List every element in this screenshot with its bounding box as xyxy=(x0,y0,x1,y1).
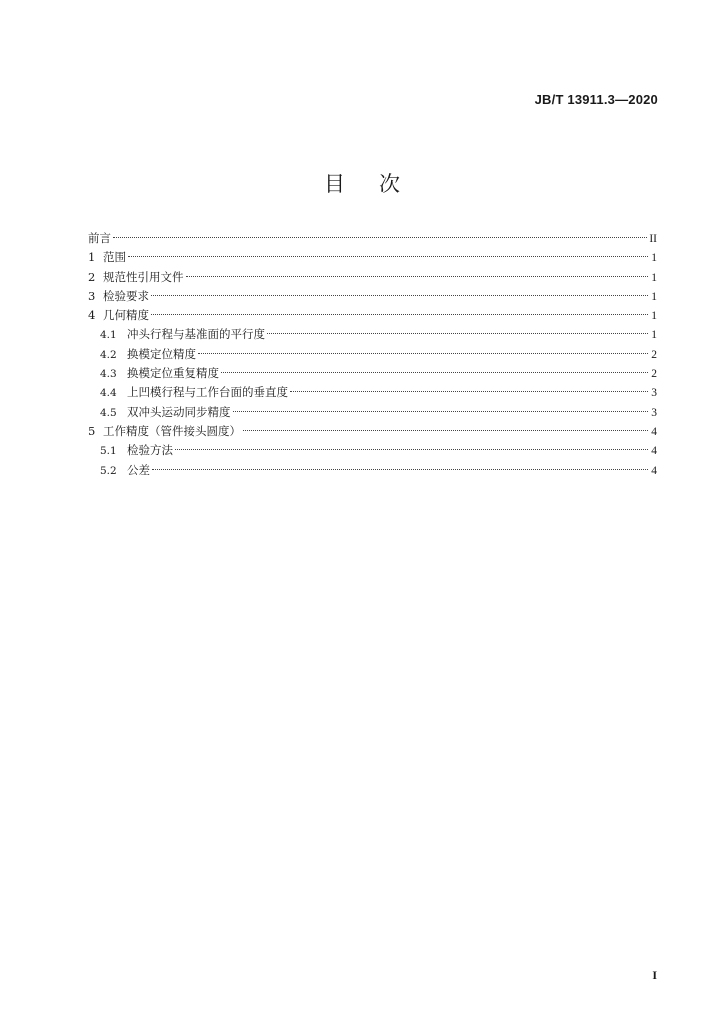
toc-entry[interactable] xyxy=(88,403,657,422)
toc-title: 目次 xyxy=(324,172,434,196)
toc-entry-number: 2 xyxy=(88,269,96,284)
toc-entry[interactable] xyxy=(88,229,657,248)
toc-leader-dots xyxy=(221,372,648,373)
toc-entry[interactable] xyxy=(88,325,657,344)
toc-entry-label: 范围 xyxy=(103,250,126,265)
toc-leader-dots xyxy=(267,333,648,334)
toc-leader-dots xyxy=(151,295,648,296)
toc-entry-page: 3 xyxy=(651,387,657,400)
toc-leader-dots xyxy=(151,314,648,315)
toc-entry-label: 检验方法 xyxy=(127,443,173,458)
toc-entry[interactable] xyxy=(88,422,657,441)
toc-leader-dots xyxy=(113,237,647,238)
toc-entry-number: 4.5 xyxy=(100,406,117,419)
toc-entry-page: 1 xyxy=(651,252,657,265)
toc-entry[interactable] xyxy=(88,383,657,402)
toc-entry-number: 5 xyxy=(88,423,96,438)
toc-entry-number: 4 xyxy=(88,308,96,323)
toc-entry-page: 1 xyxy=(651,329,657,342)
toc-entry-number: 4.3 xyxy=(100,368,117,381)
toc-entry-label: 工作精度（管件接头圆度） xyxy=(103,423,241,438)
toc-entry-number: 4.1 xyxy=(100,329,117,342)
toc-leader-dots xyxy=(243,430,648,431)
toc-entry-label: 换模定位重复精度 xyxy=(127,366,219,381)
toc-leader-dots xyxy=(186,276,649,277)
toc-entry[interactable] xyxy=(88,287,657,306)
toc-leader-dots xyxy=(152,469,648,470)
toc-entry[interactable] xyxy=(88,345,657,364)
toc-entry-label: 几何精度 xyxy=(103,308,149,323)
toc-entry-page: 2 xyxy=(651,368,657,381)
toc-entry-page: 3 xyxy=(651,406,657,419)
table-of-contents xyxy=(88,229,657,480)
toc-entry-label: 前言 xyxy=(88,231,111,245)
toc-entry-page: 4 xyxy=(651,445,657,458)
toc-leader-dots xyxy=(233,411,649,412)
toc-entry-page: 4 xyxy=(651,464,657,477)
toc-entry[interactable] xyxy=(88,441,657,460)
toc-entry-number: 5.2 xyxy=(100,464,117,477)
toc-leader-dots xyxy=(290,391,648,392)
toc-entry-label: 双冲头运动同步精度 xyxy=(127,404,231,419)
toc-entry-number: 4.2 xyxy=(100,348,117,361)
toc-entry-label: 冲头行程与基准面的平行度 xyxy=(127,327,265,342)
toc-entry[interactable] xyxy=(88,268,657,287)
toc-entry-page: 1 xyxy=(651,310,657,323)
toc-entry-label: 上凹模行程与工作台面的垂直度 xyxy=(127,385,288,400)
toc-entry[interactable] xyxy=(88,364,657,383)
toc-entry[interactable] xyxy=(88,248,657,267)
toc-entry[interactable] xyxy=(88,461,657,480)
toc-entry[interactable] xyxy=(88,306,657,325)
toc-entry-label: 规范性引用文件 xyxy=(103,269,184,284)
toc-leader-dots xyxy=(175,449,648,450)
toc-entry-page: 1 xyxy=(651,271,657,284)
toc-entry-number: 5.1 xyxy=(100,445,117,458)
toc-entry-number: 4.4 xyxy=(100,387,117,400)
toc-entry-page: 1 xyxy=(651,290,657,303)
toc-entry-page: 2 xyxy=(651,348,657,361)
toc-entry-number: 3 xyxy=(88,288,96,303)
toc-entry-number: 1 xyxy=(88,250,96,265)
toc-leader-dots xyxy=(198,353,648,354)
standard-code: JB/T 13911.3—2020 xyxy=(534,92,658,107)
toc-entry-page: 4 xyxy=(651,425,657,438)
toc-entry-page: II xyxy=(649,233,657,245)
toc-entry-label: 检验要求 xyxy=(103,288,149,303)
page-number: I xyxy=(652,968,657,982)
toc-entry-label: 公差 xyxy=(127,462,150,477)
toc-leader-dots xyxy=(128,256,648,257)
toc-entry-label: 换模定位精度 xyxy=(127,346,196,361)
